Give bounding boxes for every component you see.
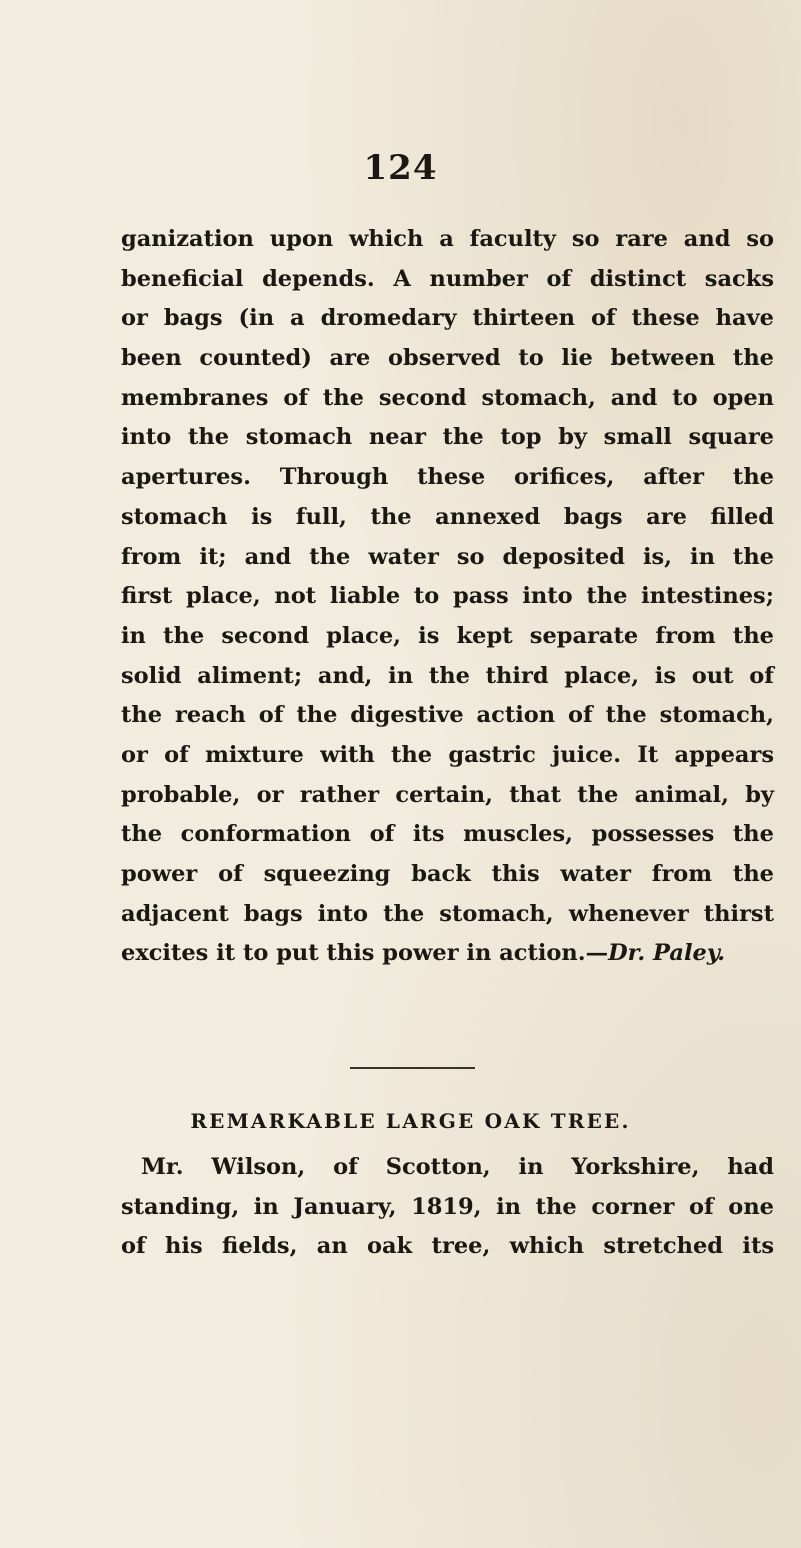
oak-tree-passage [121,1148,774,1267]
text-line: from it; and the water so deposited is, in the [121,543,774,570]
text-line: probable, or rather certain, that the animal, by [121,781,774,808]
text-line: into the stomach near the top by small square [121,424,774,451]
text-line: stomach is full, the annexed bags are filled [121,503,774,530]
text-line: beneficial depends. A number of distinct sacks [121,265,774,292]
text-line: apertures. Through these orifices, after the [121,464,774,491]
paley-passage [121,220,774,974]
text-line: power of squeezing back this water from the [121,861,774,887]
text-line: solid aliment; and, in the third place, is out of [121,662,774,689]
text-line: ganization upon which a faculty so rare and so [121,226,774,252]
text-line: or of mixture with the gastric juice. It appears [121,741,774,768]
final-line-text: excites it to put this power in action.— [121,940,609,967]
text-line: standing, in January, 1819, in the corner of one [121,1193,774,1220]
text-line: Mr. Wilson, of Scotton, in Yorkshire, had [141,1154,774,1180]
text-line: or bags (in a dromedary thirteen of these have [121,305,774,332]
page-number: 124 [363,148,438,188]
text-line: been counted) are observed to lie between the [121,345,774,372]
text-line: the conformation of its muscles, possesses the [121,821,774,848]
section-divider [350,1067,475,1069]
text-line: membranes of the second stomach, and to open [121,384,774,411]
text-line: in the second place, is kept separate from the [121,622,774,649]
text-line: the reach of the digestive action of the stomach, [121,702,774,729]
text-line: first place, not liable to pass into the intestines; [121,583,774,610]
text-line: adjacent bags into the stomach, whenever thirst [121,900,774,927]
section-heading: REMARKABLE LARGE OAK TREE. [190,1109,631,1133]
text-line: of his fields, an oak tree, which stretched its [121,1233,774,1260]
final-text-line [121,934,774,974]
author-attribution: Dr. Paley. [608,940,726,967]
